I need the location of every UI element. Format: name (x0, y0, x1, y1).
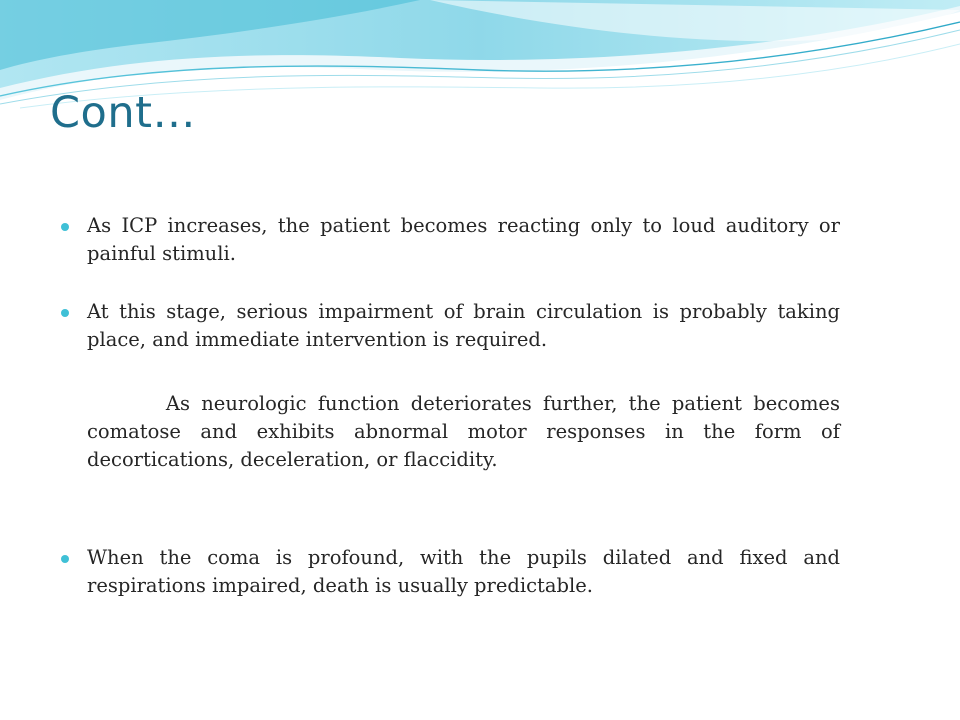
bullet-dot-icon (61, 309, 69, 317)
list-item (60, 298, 840, 354)
bullet-text: As ICP increases, the patient becomes reacting only to loud auditory or painful stimuli. (87, 214, 840, 265)
bullet-text: At this stage, serious impairment of brain circulation is probably taking place, and immediate intervention is required. (87, 300, 840, 351)
slide-body (60, 212, 847, 600)
continuation-paragraph (60, 362, 847, 502)
paragraph-text: As neurologic function deteriorates further, the patient becomes comatose and exhibits abnormal motor responses in the form of decortications, deceleration, or flaccidity. (87, 392, 847, 471)
slide-title: Cont… (50, 88, 196, 138)
bullet-dot-icon (61, 223, 69, 231)
bullet-dot-icon (61, 555, 69, 563)
list-item (60, 212, 840, 268)
bullet-text: When the coma is profound, with the pupils dilated and fixed and respirations impaired, death is usually predictable. (87, 546, 840, 597)
list-item (60, 544, 840, 600)
